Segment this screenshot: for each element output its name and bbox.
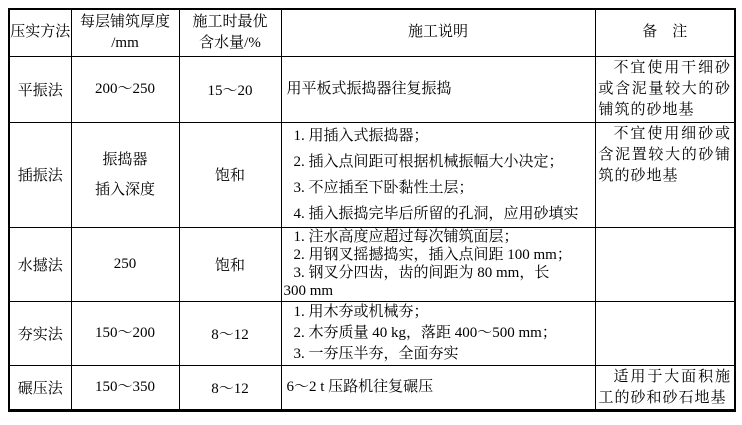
instruction-line: 1. 注水高度应超过每次铺筑面层；: [293, 229, 519, 245]
instruction-line: 2. 插入点间距可根据机械振幅大小决定；: [293, 153, 564, 170]
header-instructions: [281, 9, 595, 56]
water-cell: 饱和: [179, 227, 281, 301]
table-row: [9, 301, 735, 365]
table-row: [9, 227, 735, 301]
instructions-cell: [281, 301, 595, 365]
remark-cell: [595, 227, 735, 301]
thickness-cell: [71, 365, 179, 410]
header-thickness: [71, 9, 179, 56]
method-cell: 水撼法: [9, 227, 71, 301]
instructions-cell: [281, 56, 595, 122]
instruction-line: 2. 木夯质量 40 kg，落距 400～500 mm；: [293, 324, 557, 341]
water-cell: 15～20: [179, 56, 281, 122]
water-cell: 8～12: [179, 301, 281, 365]
instruction-line: 1. 用插入式振捣器；: [293, 127, 429, 144]
header-water-line1: 施工时最优: [192, 13, 268, 30]
remark-text: [596, 302, 735, 303]
remark-cell: [595, 122, 735, 227]
header-row: [9, 9, 735, 56]
remark-text: 适用于大面积施工的砂和砂石地基: [598, 368, 731, 406]
thickness-value: 200～250: [94, 81, 155, 97]
header-instructions-label: 施工说明: [407, 24, 468, 41]
instruction-line: 4. 插入振捣完毕后所留的孔洞，应用砂填实: [293, 205, 579, 222]
table-row: [9, 365, 735, 410]
thickness-value: 250: [113, 256, 137, 272]
table-row: [9, 122, 735, 227]
instructions-cell: [281, 227, 595, 301]
remark-text: 不宜使用细砂或含泥置较大的砂铺筑的砂地基: [598, 125, 731, 184]
water-cell: 8～12: [179, 365, 281, 410]
thickness-value: 150～200: [94, 325, 155, 341]
header-thickness-line2: /mm: [111, 34, 139, 51]
compaction-methods-table: [8, 8, 736, 412]
header-thickness-line1: 每层铺筑厚度: [79, 13, 170, 30]
header-remark: [595, 9, 735, 56]
remark-cell: [595, 365, 735, 410]
thickness-cell: [71, 56, 179, 122]
table-row: [9, 56, 735, 122]
instruction-line: 3. 钢叉分四齿，齿的间距为 80 mm，长: [293, 265, 550, 281]
remark-cell: [595, 301, 735, 365]
water-cell: 饱和: [179, 122, 281, 227]
instruction-line: 3. 一夯压半夯，全面夯实: [293, 345, 459, 362]
method-cell: 夯实法: [9, 301, 71, 365]
header-remark-label: 备 注: [642, 24, 688, 41]
thickness-cell: [71, 227, 179, 301]
remark-cell: [595, 56, 735, 122]
thickness-cell: [71, 301, 179, 365]
instruction-line: 用平板式振捣器往复振捣: [286, 80, 452, 97]
instruction-line: 6～2 t 压路机往复碾压: [286, 378, 434, 395]
thickness-line2: 插入深度: [94, 181, 155, 198]
header-water: [179, 9, 281, 56]
instruction-line: 1. 用木夯或机械夯；: [293, 303, 429, 320]
instructions-cell: [281, 122, 595, 227]
instruction-line: 3. 不应插至下卧黏性土层；: [293, 179, 474, 196]
thickness-cell: [71, 122, 179, 227]
instruction-line: 2. 用钢叉摇撼捣实，插入点间距 100 mm；: [293, 247, 572, 263]
method-cell: 插振法: [9, 122, 71, 227]
remark-text: 不宜使用干细砂或含泥量较大的砂铺筑的砂地基: [598, 59, 731, 118]
header-method-label: 压实方法: [10, 24, 71, 41]
header-water-line2: 含水量/%: [199, 34, 261, 51]
method-cell: 碾压法: [9, 365, 71, 410]
instructions-cell: [281, 365, 595, 410]
method-cell: 平振法: [9, 56, 71, 122]
thickness-line1: 振捣器: [102, 151, 148, 168]
instruction-line: 300 mm: [283, 283, 334, 299]
remark-text: [596, 228, 735, 229]
header-method: [9, 9, 71, 56]
thickness-value: 150～350: [94, 379, 155, 395]
